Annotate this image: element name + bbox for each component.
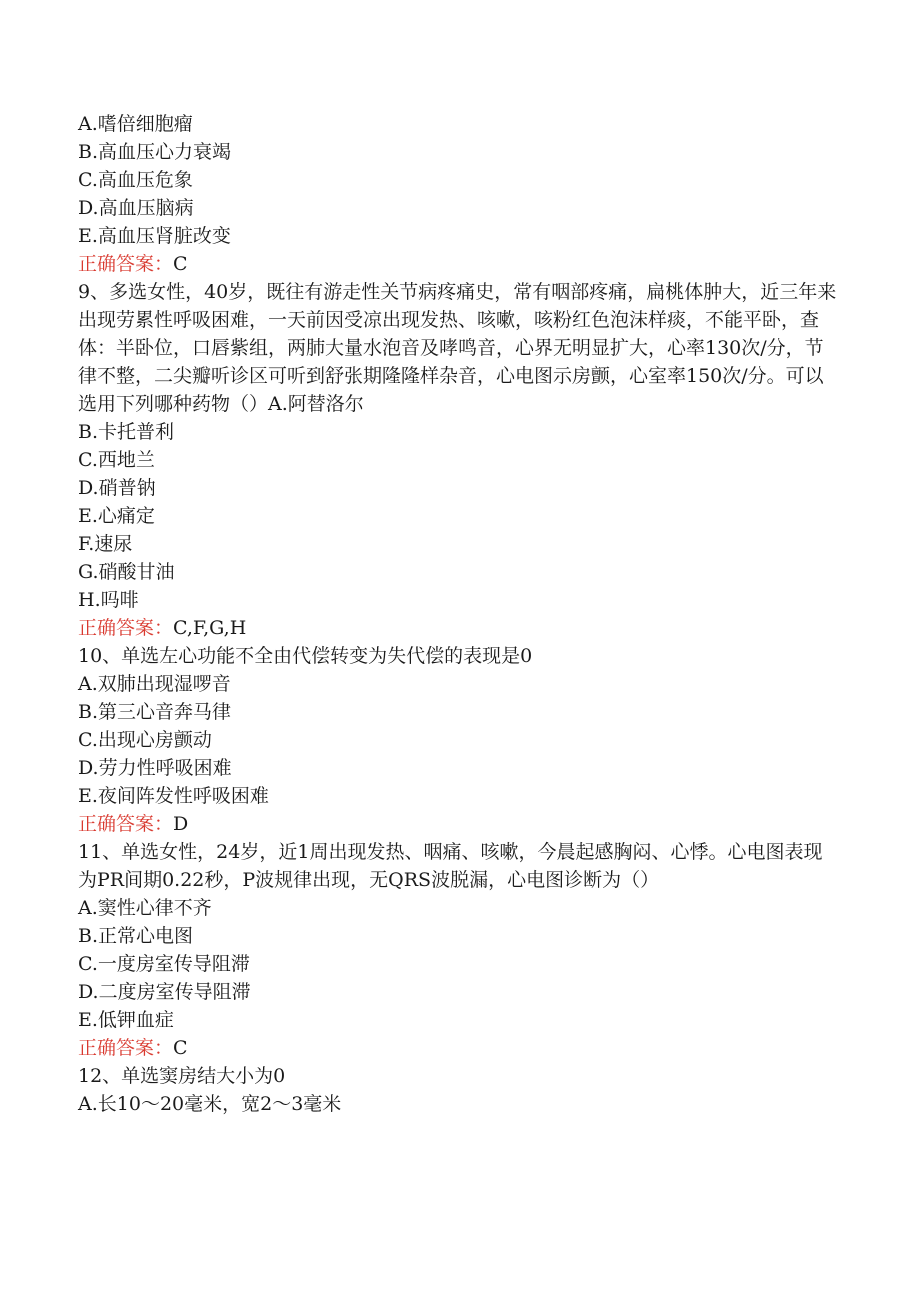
q9-stem: 9、多选女性，40岁，既往有游走性关节病疼痛史，常有咽部疼痛，扁桃体肿大，近三年来出现劳累性呼吸困难，一天前因受凉出现发热、咳嗽，咳粉红色泡沫样痰，不能平卧，查体：半卧位，口唇紫组，两肺大量水泡音及哮鸣音，心界无明显扩大，心率130次/分，节律不整，二尖瓣听诊区可听到舒张期隆隆样杂音，心电图示房颤，心室率150次/分。可以选用下列哪种药物（）A.阿替洛尔 [78, 281, 837, 415]
q10-option-a: A.双肺出现湿啰音 [78, 673, 231, 695]
q9-answer [78, 614, 838, 642]
q11-option-b: B.正常心电图 [78, 925, 194, 947]
q8-option-e: E.高血压肾脏改变 [78, 225, 231, 247]
q8-option-b: B.高血压心力衰竭 [78, 141, 232, 163]
q9-option-c: C.西地兰 [78, 449, 155, 471]
q11-option-a: A.窦性心律不齐 [78, 897, 212, 919]
q11-option-d: D.二度房室传导阻滞 [78, 981, 251, 1003]
answer-value: C [173, 1037, 188, 1059]
q11-option-c: C.一度房室传导阻滞 [78, 953, 250, 975]
q9-option-f: F.速尿 [78, 533, 133, 555]
q11-stem: 11、单选女性，24岁，近1周出现发热、咽痛、咳嗽，今晨起感胸闷、心悸。心电图表现为PR间期0.22秒，P波规律出现，无QRS波脱漏，心电图诊断为（） [78, 841, 823, 891]
q12-option-a: A.长10～20毫米，宽2～3毫米 [78, 1093, 342, 1115]
q11-answer [78, 1034, 838, 1062]
q10-option-d: D.劳力性呼吸困难 [78, 757, 232, 779]
q10-option-e: E.夜间阵发性呼吸困难 [78, 785, 269, 807]
answer-value: C,F,G,H [173, 617, 247, 639]
q8-option-a: A.嗜倍细胞瘤 [78, 113, 193, 135]
q8-options [78, 110, 838, 250]
q10-option-c: C.出现心房颤动 [78, 729, 212, 751]
q10-stem: 10、单选左心功能不全由代偿转变为失代偿的表现是0 [78, 645, 533, 667]
q9-option-h: H.吗啡 [78, 589, 139, 611]
q10-option-b: B.第三心音奔马律 [78, 701, 232, 723]
answer-label: 正确答案： [78, 617, 174, 639]
exam-page [78, 110, 838, 1118]
q8-option-d: D.高血压脑病 [78, 197, 194, 219]
q9-option-g: G.硝酸甘油 [78, 561, 175, 583]
q8-answer [78, 250, 838, 278]
q12-stem: 12、单选窦房结大小为0 [78, 1065, 286, 1087]
q8-option-c: C.高血压危象 [78, 169, 193, 191]
answer-label: 正确答案： [78, 1037, 174, 1059]
answer-value: D [173, 813, 189, 835]
answer-value: C [173, 253, 188, 275]
q9-option-d: D.硝普钠 [78, 477, 156, 499]
answer-label: 正确答案： [78, 253, 174, 275]
answer-label: 正确答案： [78, 813, 174, 835]
q11-option-e: E.低钾血症 [78, 1009, 174, 1031]
q12-options [78, 1090, 838, 1118]
q10-answer [78, 810, 838, 838]
q9-option-b: B.卡托普利 [78, 421, 175, 443]
q11-options [78, 894, 838, 1034]
q10-options [78, 670, 838, 810]
q9-options [78, 418, 838, 614]
q9-option-e: E.心痛定 [78, 505, 155, 527]
